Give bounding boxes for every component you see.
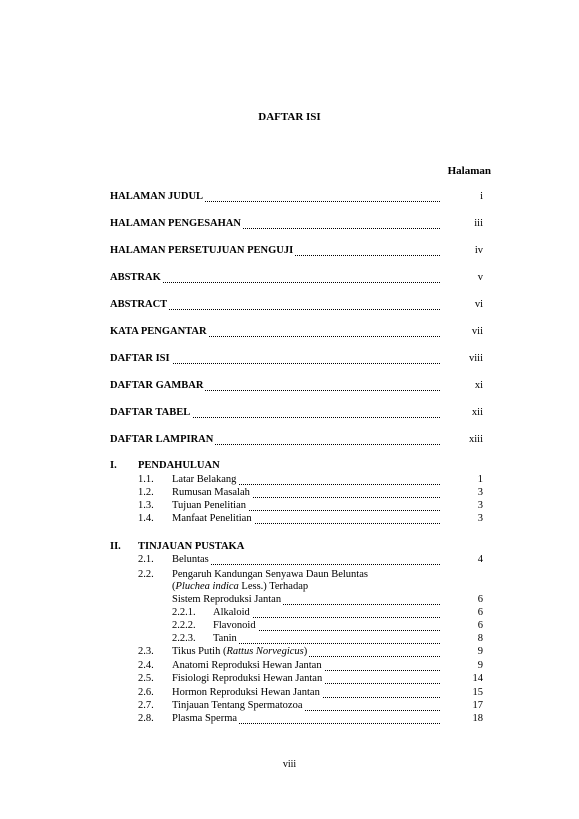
section-entry-label: Rumusan Masalah	[172, 487, 250, 498]
section-entry-page: 9	[477, 660, 483, 671]
toc-entry-label: DAFTAR LAMPIRAN	[110, 434, 214, 445]
section-number: 2.7.	[138, 700, 154, 711]
section-entry-label: Fisiologi Reproduksi Hewan Jantan	[172, 673, 323, 684]
page-number-footer: viii	[282, 759, 297, 770]
section-entry-label: Manfaat Penelitian	[172, 513, 252, 524]
page-title: DAFTAR ISI	[258, 111, 321, 123]
chapter-number: II.	[110, 541, 121, 552]
section-entry	[172, 554, 440, 568]
toc-entry-page: iv	[474, 245, 483, 256]
toc-entry-label: DAFTAR GAMBAR	[110, 380, 204, 391]
section-number: 1.2.	[138, 487, 154, 498]
section-entry-label: Plasma Sperma	[172, 713, 238, 724]
section-number: 1.1.	[138, 474, 154, 485]
subsection-number: 2.2.2.	[172, 620, 196, 631]
toc-entry-label: HALAMAN PENGESAHAN	[110, 218, 241, 229]
chapter-title: TINJAUAN PUSTAKA	[138, 541, 245, 552]
subsection-entry-label: Alkaloid	[213, 607, 250, 618]
section-entry-page: 17	[472, 700, 483, 711]
section-number: 2.8.	[138, 713, 154, 724]
toc-entry-label: KATA PENGANTAR	[110, 326, 207, 337]
section-entry-label: Beluntas	[172, 554, 209, 565]
section-entry-page: 4	[477, 554, 483, 565]
toc-entry-page: i	[480, 191, 483, 202]
section-entry-page: 14	[472, 673, 483, 684]
dot-leader	[213, 643, 440, 644]
section-entry-label: Tujuan Penelitian	[172, 500, 246, 511]
section-number: 2.3.	[138, 646, 154, 657]
section-entry-page: 18	[472, 713, 483, 724]
section-entry	[172, 700, 440, 714]
toc-entry-label: HALAMAN PERSETUJUAN PENGUJI	[110, 245, 294, 256]
section-entry	[172, 660, 440, 674]
section-entry-label: Anatomi Reproduksi Hewan Jantan	[172, 660, 322, 671]
section-number: 1.4.	[138, 513, 154, 524]
section-entry-page: 3	[477, 500, 483, 511]
section-entry	[172, 513, 440, 527]
section-entry	[172, 646, 440, 660]
section-number: 2.6.	[138, 687, 154, 698]
toc-entry-label: ABSTRACT	[110, 299, 168, 310]
section-title-line: Pengaruh Kandungan Senyawa Daun Beluntas	[172, 569, 368, 580]
section-entry-label: Sistem Reproduksi Jantan	[172, 594, 282, 605]
toc-entry-label: DAFTAR TABEL	[110, 407, 191, 418]
section-entry	[172, 687, 440, 701]
section-entry-page: 9	[477, 646, 483, 657]
toc-entry-page: vii	[471, 326, 483, 337]
section-entry	[172, 713, 440, 727]
chapter-number: I.	[110, 460, 117, 471]
toc-entry-label: ABSTRAK	[110, 272, 161, 283]
section-entry-label: Hormon Reproduksi Hewan Jantan	[172, 687, 320, 698]
section-entry-page: 3	[477, 487, 483, 498]
section-title-line: (Pluchea indica Less.) Terhadap	[172, 581, 309, 592]
toc-entry	[110, 353, 440, 367]
section-number: 2.2.	[138, 569, 154, 580]
section-entry-page: 3	[477, 513, 483, 524]
dot-leader	[172, 564, 440, 565]
chapter-title: PENDAHULUAN	[138, 460, 220, 471]
subsection-number: 2.2.1.	[172, 607, 196, 618]
toc-entry	[110, 326, 440, 340]
subsection-number: 2.2.3.	[172, 633, 196, 644]
toc-entry	[110, 218, 440, 232]
section-entry-label: Tinjauan Tentang Spermatozoa	[172, 700, 303, 711]
section-entry-page: 6	[477, 594, 483, 605]
toc-entry	[110, 380, 440, 394]
toc-entry-label: DAFTAR ISI	[110, 353, 170, 364]
toc-entry-page: viii	[468, 353, 483, 364]
section-entry	[172, 673, 440, 687]
toc-entry	[110, 245, 440, 259]
subsection-entry-page: 6	[477, 620, 483, 631]
toc-entry-page: xiii	[468, 434, 483, 445]
toc-entry-page: v	[477, 272, 483, 283]
subsection-entry-page: 6	[477, 607, 483, 618]
section-number: 2.4.	[138, 660, 154, 671]
subsection-entry-label: Flavonoid	[213, 620, 256, 631]
section-number: 1.3.	[138, 500, 154, 511]
section-entry-label: Latar Belakang	[172, 474, 237, 485]
section-entry-page: 1	[477, 474, 483, 485]
toc-entry-label: HALAMAN JUDUL	[110, 191, 204, 202]
section-entry	[172, 474, 440, 488]
section-entry-page: 15	[472, 687, 483, 698]
subsection-entry	[213, 607, 440, 621]
toc-entry	[110, 299, 440, 313]
toc-entry	[110, 434, 440, 448]
section-entry	[172, 487, 440, 501]
toc-entry-page: iii	[474, 218, 483, 229]
subsection-entry	[213, 620, 440, 634]
subsection-entry-label: Tanin	[213, 633, 237, 644]
toc-entry-page: vi	[474, 299, 483, 310]
toc-entry	[110, 191, 440, 205]
toc-entry	[110, 407, 440, 421]
toc-entry	[110, 272, 440, 286]
page-column-header: Halaman	[447, 165, 491, 177]
section-number: 2.5.	[138, 673, 154, 684]
section-entry-label: Tikus Putih (Rattus Norvegicus)	[172, 646, 308, 657]
section-entry	[172, 594, 440, 608]
section-entry	[172, 500, 440, 514]
section-number: 2.1.	[138, 554, 154, 565]
toc-entry-page: xii	[471, 407, 483, 418]
subsection-entry-page: 8	[477, 633, 483, 644]
subsection-entry	[213, 633, 440, 647]
toc-entry-page: xi	[474, 380, 483, 391]
